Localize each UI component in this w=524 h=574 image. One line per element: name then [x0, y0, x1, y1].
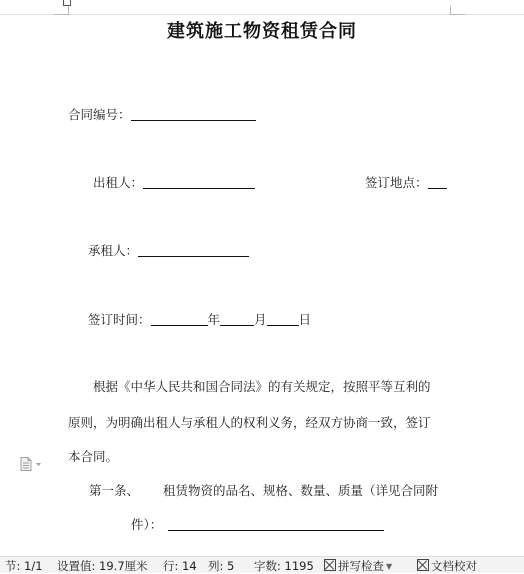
proofread-icon — [417, 559, 429, 571]
page-top-edge — [0, 14, 524, 15]
contract-number-label: 合同编号： — [68, 107, 131, 122]
paragraph-line-1[interactable]: 根据《中华人民共和国合同法》的有关规定，按照平等互利的 — [93, 379, 431, 394]
lessor-line[interactable] — [93, 173, 255, 191]
year-label: 年 — [207, 312, 221, 327]
article-1-text: 租赁物资的品名、规格、数量、质量（详见合同附 — [163, 483, 439, 498]
signing-place-blank[interactable] — [428, 175, 447, 189]
status-row[interactable]: 行: 14 — [163, 559, 197, 573]
contract-number-line[interactable] — [68, 105, 256, 123]
status-bar — [0, 556, 524, 573]
lessor-blank[interactable] — [143, 175, 255, 189]
ruler-indent-handle[interactable] — [63, 0, 71, 6]
signing-place-line[interactable] — [365, 173, 447, 191]
proofread-label: 文档校对 — [431, 559, 477, 573]
signing-place-label: 签订地点： — [365, 175, 428, 190]
page-corner-marker-left — [54, 6, 69, 15]
lessee-label: 承租人： — [88, 243, 139, 258]
paragraph-line-2[interactable]: 原则，为明确出租人与承租人的权利义务，经双方协商一致，签订 — [68, 415, 431, 430]
page-corner-marker-right — [450, 6, 465, 15]
day-label: 日 — [298, 312, 312, 327]
status-section[interactable]: 节: 1/1 — [5, 559, 43, 573]
article-1-blank[interactable] — [168, 517, 384, 531]
lessee-line[interactable] — [88, 241, 249, 259]
status-setting-value[interactable]: 设置值: 19.7厘米 — [57, 559, 148, 573]
paragraph-line-3[interactable]: 本合同。 — [68, 449, 119, 464]
document-title[interactable]: 建筑施工物资租赁合同 — [167, 21, 357, 42]
contract-number-blank[interactable] — [131, 107, 256, 121]
document-icon[interactable] — [20, 456, 46, 470]
article-1-number: 第一条、 — [89, 483, 140, 498]
month-label: 月 — [254, 312, 267, 327]
signing-time-label: 签订时间： — [88, 312, 151, 327]
lessee-blank[interactable] — [138, 243, 249, 257]
month-blank[interactable] — [220, 312, 254, 326]
lessor-label: 出租人： — [93, 175, 144, 190]
article-1-line[interactable] — [89, 481, 438, 499]
article-1-continuation-line[interactable] — [131, 515, 384, 533]
signing-time-line[interactable] — [88, 310, 311, 328]
status-word-count[interactable]: 字数: 1195 — [254, 559, 314, 573]
article-1-continuation: 件）： — [131, 517, 163, 532]
day-blank[interactable] — [267, 312, 299, 326]
year-blank[interactable] — [151, 312, 208, 326]
spellcheck-icon — [324, 559, 336, 571]
status-column[interactable]: 列: 5 — [208, 559, 235, 573]
spell-check-label: 拼写检查 — [338, 559, 384, 573]
chevron-down-icon[interactable]: ▼ — [386, 562, 393, 571]
